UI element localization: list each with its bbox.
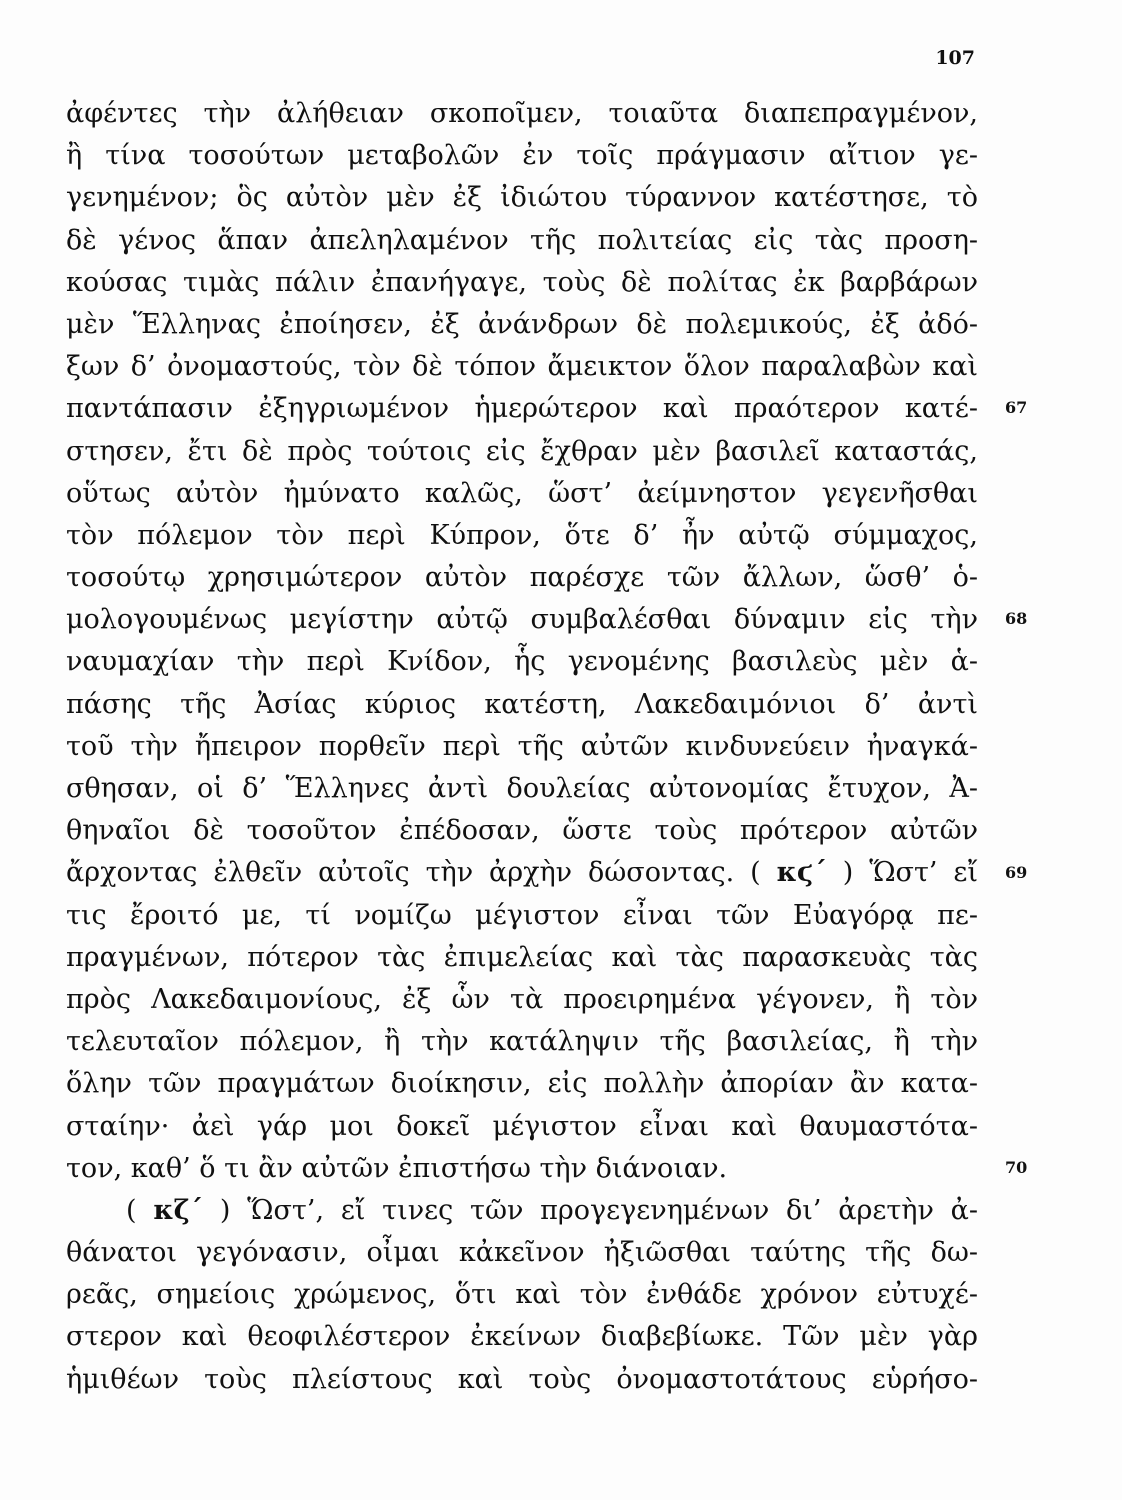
line-text: πραγμένων, πότερον τὰς ἐπιμελείας καὶ τὰς παρασκευὰς τὰς [66, 941, 978, 973]
text-line [66, 473, 978, 515]
text-line [66, 177, 978, 219]
line-text: τον, καθ’ ὅ τι ἂν αὐτῶν ἐπιστήσω τὴν διάνοιαν. [66, 1152, 728, 1184]
text-line [66, 1063, 978, 1105]
line-text: σθησαν, οἱ δ’ Ἕλληνες ἀντὶ δουλείας αὐτονομίας ἔτυχον, Ἀ- [66, 773, 978, 804]
line-text: τοῦ τὴν ἤπειρον πορθεῖν περὶ τῆς αὐτῶν κινδυνεύειν ἠναγκά- [66, 730, 978, 762]
text-line [66, 135, 978, 177]
body-text [66, 93, 978, 1401]
line-text: οὕτως αὐτὸν ἠμύνατο καλῶς, ὥστ’ ἀείμνηστον γεγενῆσθαι [66, 477, 978, 509]
text-line [66, 895, 978, 937]
text-line [66, 1359, 978, 1401]
text-line [66, 684, 978, 726]
line-text: ναυμαχίαν τὴν περὶ Κνίδον, ἧς γενομένης βασιλεὺς μὲν ἁ- [66, 646, 978, 678]
text-line [66, 641, 978, 683]
line-text: γενημένον; ὃς αὐτὸν μὲν ἐξ ἰδιώτου τύραννον κατέστησε, τὸ [66, 182, 978, 214]
text-line [66, 304, 978, 346]
text-line [66, 768, 978, 810]
line-text: ( [126, 1194, 154, 1226]
margin-section-number: 70 [1005, 1158, 1028, 1177]
line-text: τελευταῖον πόλεμον, ἢ τὴν κατάληψιν τῆς βασιλείας, ἢ τὴν [66, 1026, 978, 1058]
text-line [66, 810, 978, 852]
line-text: ξων δ’ ὀνομαστούς, τὸν δὲ τόπον ἄμεικτον ὅλον παραλαβὼν καὶ [66, 351, 978, 383]
margin-section-number: 69 [1005, 862, 1028, 882]
line-text: παντάπασιν ἐξηγριωμένον ἡμερώτερον καὶ πραότερον κατέ- [66, 393, 978, 425]
text-line [66, 431, 978, 473]
line-text: στερον καὶ θεοφιλέστερον ἐκείνων διαβεβίωκε. Τῶν μὲν γὰρ [66, 1321, 978, 1353]
text-line [66, 1106, 978, 1148]
line-text: τὸν πόλεμον τὸν περὶ Κύπρον, ὅτε δ’ ἦν αὐτῷ σύμμαχος, [66, 519, 978, 551]
line-text: στησεν, ἔτι δὲ πρὸς τούτοις εἰς ἔχθραν μὲν βασιλεῖ καταστάς, [66, 435, 978, 467]
text-line [66, 979, 978, 1021]
line-text: σταίην· ἀεὶ γάρ μοι δοκεῖ μέγιστον εἶναι καὶ θαυμαστότα- [66, 1110, 978, 1142]
text-line [66, 93, 978, 135]
line-text: μὲν Ἕλληνας ἐποίησεν, ἐξ ἀνάνδρων δὲ πολεμικούς, ἐξ ἀδό- [66, 308, 978, 340]
line-text: ὅλην τῶν πραγμάτων διοίκησιν, εἰς πολλὴν ἀπορίαν ἂν κατα- [66, 1068, 978, 1100]
line-text: τοσούτῳ χρησιμώτερον αὐτὸν παρέσχε τῶν ἄλλων, ὥσθ’ ὁ- [66, 562, 978, 594]
text-line [66, 515, 978, 557]
line-text: δὲ γένος ἅπαν ἀπεληλαμένον τῆς πολιτείας εἰς τὰς προση- [66, 224, 978, 256]
line-text: ρεᾶς, σημείοις χρώμενος, ὅτι καὶ τὸν ἐνθάδε χρόνον εὐτυχέ- [66, 1279, 978, 1311]
text-line [66, 220, 978, 262]
line-text: ) Ὥστ’ εἴ [826, 857, 978, 889]
line-text: τις ἔροιτό με, τί νομίζω μέγιστον εἶναι τῶν Εὐαγόρᾳ πε- [66, 899, 978, 931]
line-text: κούσας τιμὰς πάλιν ἐπανήγαγε, τοὺς δὲ πολίτας ἐκ βαρβάρων [66, 266, 978, 298]
text-line [66, 1232, 978, 1274]
line-text: ἄρχοντας ἐλθεῖν αὐτοῖς τὴν ἀρχὴν δώσοντας. ( [66, 857, 777, 889]
text-line [66, 852, 978, 894]
text-line [66, 262, 978, 304]
chapter-marker: κϛ΄ [776, 857, 827, 889]
text-line [66, 1148, 978, 1190]
text-line [66, 346, 978, 388]
text-line [66, 1021, 978, 1063]
line-text: ἡμιθέων τοὺς πλείστους καὶ τοὺς ὀνομαστοτάτους εὑρήσο- [66, 1363, 978, 1395]
page-number: 107 [935, 47, 975, 69]
line-text: θάνατοι γεγόνασιν, οἶμαι κἀκεῖνον ἠξιῶσθαι ταύτης τῆς δω- [66, 1237, 978, 1269]
line-text: μολογουμένως μεγίστην αὐτῷ συμβαλέσθαι δύναμιν εἰς τὴν [66, 604, 978, 636]
line-text: ) Ὥστ’, εἴ τινες τῶν προγεγενημένων δι’ ἀρετὴν ἀ- [203, 1194, 978, 1226]
text-line [66, 937, 978, 979]
line-text: πάσης τῆς Ἀσίας κύριος κατέστη, Λακεδαιμόνιοι δ’ ἀντὶ [66, 688, 978, 720]
line-text: ἀφέντες τὴν ἀλήθειαν σκοποῖμεν, τοιαῦτα διαπεπραγμένον, [66, 98, 978, 129]
line-text: ἢ τίνα τοσούτων μεταβολῶν ἐν τοῖς πράγμασιν αἴτιον γε- [66, 140, 978, 172]
text-line [66, 1274, 978, 1316]
text-line [66, 599, 978, 641]
line-text: θηναῖοι δὲ τοσοῦτον ἐπέδοσαν, ὥστε τοὺς πρότερον αὐτῶν [66, 815, 978, 847]
chapter-marker: κζ΄ [153, 1194, 204, 1226]
text-line [66, 557, 978, 599]
line-text: πρὸς Λακεδαιμονίους, ἐξ ὧν τὰ προειρημένα γέγονεν, ἢ τὸν [66, 983, 978, 1015]
text-line [66, 726, 978, 768]
margin-section-number: 68 [1005, 609, 1028, 629]
text-line [66, 388, 978, 430]
margin-section-number: 67 [1005, 398, 1028, 418]
text-line [66, 1316, 978, 1358]
text-line [66, 1190, 978, 1232]
